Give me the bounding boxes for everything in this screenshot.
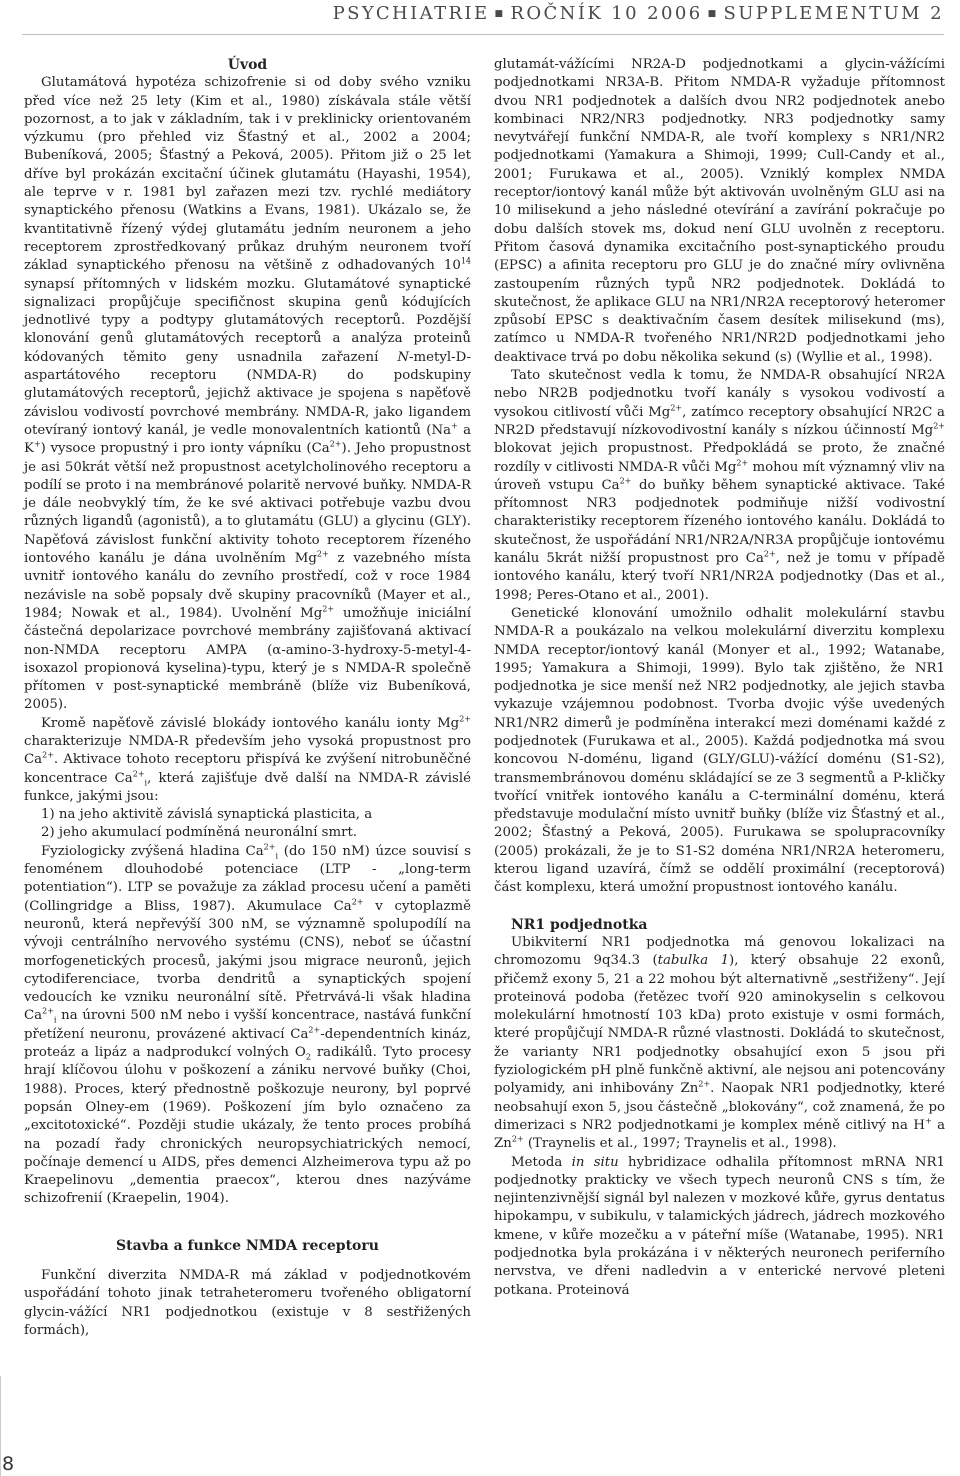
paragraph: Funkční diverzita NMDA-R má základ v podjednotkovém uspořádání tohoto jinak tetraheteromeru tvořeného obligatorní glycin-vážící NR1 podjednotkou (existuje v 8 sestřižených formách), xyxy=(24,1268,471,1338)
page-number: 8 xyxy=(2,1453,15,1475)
paragraph: glutamát-vážícími NR2A-D podjednotkami a glycin-vážícími podjednotkami NR3A-B. Přitom NMDA-R vyžaduje přítomnost dvou NR1 podjednotek a dalších dvou NR2 podjednotek anebo kombinaci NR2/NR3 podjednotky. NR3 podjednotky samy nevytvářejí funkční NMDA-R, ale tvoří komplexy s NR1/NR2 podjednotkami (Yamakura a Shimoji, 1999; Cull-Candy et al., 2001; Furukawa et al., 2005). Vzniklý komplex NMDA receptor/iontový kanál může být aktivován uvolněným GLU asi na 10 milisekund a jeho následné otevírání a zavírání pokračuje po dobu dalších stovek ms, dokud není GLU uvolněn z receptoru. Přitom časová dynamika excitačního post-synaptického proudu (EPSC) a afinita receptoru pro GLU je do značné míry ovlivněna zastoupením různých typů NR2 podjednotek. Dokládá to skutečnost, že aplikace GLU na NR1/NR2A receptorový heteromer způsobí EPSC s deaktivačním časem desítek milisekund (ms), zatímco u NMDA-R tvořeného NR1/NR2D podjednotkami jeho deaktivace trvá po dobu několika sekund (s) (Wyllie et al., 1998). xyxy=(494,57,945,365)
list-item: 1) na jeho aktivitě závislá synaptická plasticita, a xyxy=(41,807,373,823)
supplement: SUPPLEMENTUM 2 xyxy=(723,3,944,24)
paragraph: Tato skutečnost vedla k tomu, že NMDA-R obsahující NR2A nebo NR2B podjednotku tvoří kanály s vysokou vodivostí a vysokou citlivostí vůči $Mg^{2+}$, zatímco receptory obsahující NR2C a NR2D představují nízkovodivostní kanály s nízkou účinností $Mg^{2+}$ blokovat jejich propustnost. Předpokládá se proto, že značné rozdíly v citlivosti NMDA-R vůči $Mg^{2+}$ mohou mít významný vliv na úroveň vstupu $Ca^{2+}$ do buňky během synaptické aktivace. Také přítomnost NR3 podjednotek podmiňuje nižší vodivostní charakteristiky receptorem řízeného iontového kanálu. Dokládá to skutečnost, že uspořádání NR1/NR2A/NR3A propůjčuje iontovému kanálu 5krát nižší propustnost pro $Ca^{2+}$, než je tomu v případě iontového kanálu, který tvoří NR1/NR2A podjednotky (Das et al., 1998; Peres-Otano et al., 2001). xyxy=(494,368,946,603)
paragraph: Genetické klonování umožnilo odhalit molekulární stavbu NMDA-R a poukázalo na velkou molekulární diverzitu komplexu NMDA receptor/iontový kanál (Monyer et al., 1992; Watanabe, 1995; Yamakura a Shimoji, 1999). Bylo tak zjištěno, že NR1 podjednotka je sice menší než NR2 podjednotky, ale jejich stavba vykazuje vzájemnou podobnost. Tvorba dvojic výše uvedených NR1/NR2 dimerů je podmíněna interakcí mezi doménami každé z podjednotek (Furukawa et al., 2005). Každá podjednotka má svou koncovou N-doménu, ligand (GLY/GLU)-vážící doménu (S1-S2), transmembránovou doménu skládající se ze 3 segmentů a P-kličky tvořící vnitřek iontového kanálu a C-terminální doménu, která představuje modulační místo uvnitř buňky (blíže viz Šťastný et al., 2002; Šťastný a Peková, 2005). Furukawa se spolupracovníky (2005) prokázali, že je to S1-S2 doména NR1/NR2A heteromeru, kterou ligand uzavírá, čímž se oddělí proximální (receptorová) část komplexu, která umožní propustnost iontového kanálu. xyxy=(494,605,945,896)
margin-rule xyxy=(0,1376,1,1476)
separator-square-icon: ■ xyxy=(707,9,719,19)
right-column xyxy=(494,56,945,1300)
heading-uvod: Úvod xyxy=(227,57,268,73)
paragraph: Kromě napěťově závislé blokády iontového kanálu ionty $Mg^{2+}$ charakterizuje NMDA-R především jeho vysoká propustnost pro $Ca^{2+}$. Aktivace tohoto receptoru přispívá ke zvýšení nitrobuněčné koncentrace $Ca^{2+}_i$, která zajišťuje dvě další na NMDA-R závislé funkce, jakými jsou: xyxy=(24,714,471,804)
list-item: 2) jeho akumulací podmíněná neuronální smrt. xyxy=(41,825,358,841)
paragraph: Fyziologicky zvýšená hladina $Ca^{2+}_i$ (do 150 nM) úzce souvisí s fenoménem dlouhodobé potenciace (LTP - „long-term potentiation“). LTP se považuje za základ procesu učení a paměti (Collingridge a Bliss, 1987). Akumulace $Ca^{2+}$ v cytoplazmě neuronů, která nepřevýší 300 nM, se významně spolupodílí na vývoji centrálního nervového systému (CNS), neboť se účastní morfogenetických procesů, jakými jsou migrace neuronů, jejich cytodiferenciace, tvorba dendritů a synaptických spojení vedoucích ke vzniku neuronální sítě. Přetrvává-li však hladina $Ca^{2+}_i$ na úrovni 500 nM nebo i vyšší koncentrace, nastává funkční přetížení neuronu, provázené aktivací $Ca^{2+}$-dependentních kináz, proteáz a lipáz a nadprodukcí volných $O_2$ radikálů. Tyto procesy hrají klíčovou úlohu v poškození a zániku nervové buňky (Choi, 1988). Proces, který přednostně poškozuje neurony, byl poprvé popsán Olney-em (1969). Poškození jím bylo označeno za „excitotoxické“. Později studie ukázaly, že tento proces probíhá na pozadí řady chronických neuropsychiatrických nemocí, počínaje demencí u AIDS, přes demenci Alzheimerova typu až po Kraepelinovu „dementia praecox“, kterou dnes nazýváme schizofrenií (Kraepelin, 1904). xyxy=(24,842,471,1207)
paragraph: Glutamátová hypotéza schizofrenie si od doby svého vzniku před více než 25 lety (Kim et al., 1980) získávala stále větší pozornost, a to jak v základním, tak i v preklinicky orientovaném výzkumu (pro přehled viz Šťastný et al., 2002 a 2004; Bubeníková, 2005; Šťastný a Peková, 2005). Přitom již o 25 let dříve byl prokázán excitační účinek glutamátu (Hayashi, 1954), ale teprve v r. 1981 byl zařazen mezi tzv. rychlé mediátory synaptického přenosu (Watkins a Evans, 1981). Ukázalo se, že kvantitativně řízený výdej glutamátu jedním neuronem a jeho receptorem zprostředkovaný průkaz druhým neuronem tvoří základ synaptického přenosu na většině z odhadovaných $10^{14}$ synapsí přítomných v lidském mozku. Glutamátové synaptické signalizaci propůjčuje specifičnost skupina genů kódujících jednotlivé typy a podtypy glutamátových receptorů. Pozdější klonování genů glutamátových receptorů a analýza proteinů kódovaných těmito geny usnadnila zařazení N-metyl-D-aspartátového receptoru (NMDA-R) do podskupiny glutamátových receptorů, jejichž aktivace je spojena s napěťově závislou vodivostí povrchové membrány. NMDA-R, jako ligandem otevíraný iontový kanál, je vedle monovalentních kationtů (Na+ a K+) vysoce propustný i pro ionty vápníku $(Ca^{2+})$. Jeho propustnost je asi 50krát větší než propustnost acetylcholinového receptoru a podílí se proto i na membránové polaritě nervové buňky. NMDA-R je dále neobvyklý tím, že ke své aktivaci potřebuje vazbu dvou různých ligandů (agonistů), a to glutamátu (GLU) a glycinu (GLY). Napěťová závislost funkční aktivity tohoto receptorem řízeného iontového kanálu je dána uvolněním $Mg^{2+}$ z vazebného místa uvnitř iontového kanálu do zevního prostředí, což v roce 1984 nezávisle na sobě popsaly dvě skupiny pracovníků (Mayer et al., 1984; Nowak et al., 1984). Uvolnění $Mg^{2+}$ umožňuje iniciální částečná depolarizace povrchové membrány zajišťovaná aktivací non-NMDA receptoru AMPA (α-amino-3-hydroxy-5-metyl-4-isoxazol propionová kyselina)-typu, který je s NMDA-R společně přítomen v post-synaptické membráně (blíže viz Bubeníková, 2005). xyxy=(24,75,471,713)
year: 2006 xyxy=(647,3,703,24)
header-rule xyxy=(22,34,944,35)
left-column xyxy=(24,56,471,1340)
heading-nr1: NR1 podjednotka xyxy=(511,916,648,933)
volume: ROČNÍK 10 xyxy=(510,3,640,24)
paragraph: Metoda in situ hybridizace odhalila přítomnost mRNA NR1 podjednotky prakticky ve všech typech neuronů CNS s tím, že nejintenzivnější signál byl nalezen v mozkové kůře, gyrus dentatus hipokampu, v subikulu, v talamických jádrech, jádrech mozkového kmene, v kůře mozečku a v páteřní míše (Watanabe, 1995). NR1 podjednotka byla prokázána i v některých neuronech periferního nervstva, ve dřeni nadledvin a v enterické nervové pleteni potkana. Proteinová xyxy=(494,1154,945,1298)
journal-name: PSYCHIATRIE xyxy=(332,3,490,24)
separator-square-icon: ■ xyxy=(494,9,506,19)
paragraph: Ubikviterní NR1 podjednotka má genovou lokalizaci na chromozomu 9q34.3 (tabulka 1), který obsahuje 22 exonů, přičemž exony 5, 21 a 22 mohou být alternativně „sestřiženy“. Její proteinová podoba (řetězec tvoří 920 aminokyselin s celkovou molekulární hmotností 103 kDa) proto existuje v osmi formách, které propůjčují NMDA-R různé vlastnosti. Dokládá to skutečnost, že varianty NR1 podjednotky obsahující exon 5 jsou při fyziologickém pH plně funkčně aktivní, ale nejsou ani potencovány polyamidy, ani inhibovány $Zn^{2+}$. Naopak NR1 podjednotky, které neobsahují exon 5, jsou částečně „blokovány“, což znamená, že po dimerizaci s NR2 podjednotkami je komplex méně citlivý na H+ a $Zn^{2+}$ (Traynelis et al., 1997; Traynelis et al., 1998). xyxy=(494,934,945,1152)
running-head xyxy=(333,3,944,24)
heading-stavba: Stavba a funkce NMDA receptoru xyxy=(116,1237,379,1254)
